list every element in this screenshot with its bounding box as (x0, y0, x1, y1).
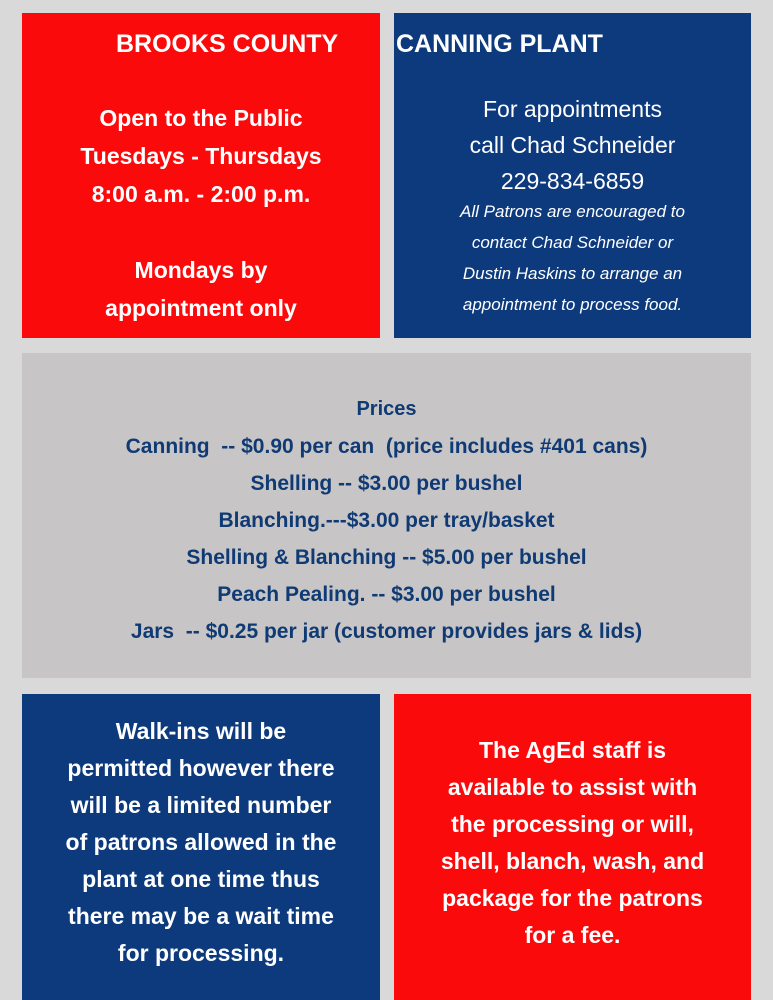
walkins-line: Walk-ins will be (115, 718, 287, 744)
prices-heading: Prices (356, 398, 417, 420)
staff-panel (394, 694, 751, 1000)
price-item: Peach Pealing. -- $3.00 per bushel (217, 583, 556, 606)
price-item: Jars -- $0.25 per jar (customer provides jars & lids) (130, 620, 643, 643)
note-line: Dustin Haskins to arrange an (462, 264, 683, 283)
appt-line-2: call Chad Schneider (469, 132, 676, 158)
walkins-line: permitted however there (67, 755, 335, 781)
note-line: All Patrons are encouraged to (460, 202, 685, 221)
title-right: CANNING PLANT (396, 30, 603, 58)
hours-line-1: Open to the Public (99, 105, 303, 131)
walkins-line: plant at one time thus (82, 866, 320, 892)
appt-phone: 229-834-6859 (500, 168, 645, 194)
staff-line: for a fee. (524, 922, 621, 948)
hours-line-4: Mondays by (134, 257, 268, 283)
walkins-line: of patrons allowed in the (65, 829, 337, 855)
walkins-line: there may be a wait time (68, 903, 334, 929)
hours-line-2: Tuesdays - Thursdays (80, 143, 322, 169)
walkins-line: for processing. (117, 940, 285, 966)
hours-line-5: appointment only (105, 295, 297, 321)
appointments-text (394, 91, 751, 199)
prices-panel (22, 353, 751, 678)
staff-line: available to assist with (447, 774, 698, 800)
hours-line-3: 8:00 a.m. - 2:00 p.m. (91, 181, 311, 207)
price-item: Canning -- $0.90 per can (price includes #401 cans) (125, 435, 648, 458)
note-line: contact Chad Schneider or (471, 233, 674, 252)
staff-text (394, 732, 751, 954)
title-left: BROOKS COUNTY (116, 30, 339, 58)
walkins-line: will be a limited number (70, 792, 332, 818)
appointments-panel (394, 13, 751, 338)
staff-line: shell, blanch, wash, and (440, 848, 705, 874)
prices-list (22, 391, 751, 650)
hours-text (22, 99, 380, 327)
staff-line: The AgEd staff is (479, 737, 666, 763)
staff-line: the processing or will, (451, 811, 694, 837)
appt-line-1: For appointments (483, 96, 662, 122)
appointments-note (394, 196, 751, 320)
walkins-text (22, 713, 380, 972)
note-line: appointment to process food. (462, 295, 683, 314)
price-item: Shelling -- $3.00 per bushel (250, 472, 523, 495)
price-item: Shelling & Blanching -- $5.00 per bushel (186, 546, 587, 569)
hours-panel (22, 13, 380, 338)
walkins-panel (22, 694, 380, 1000)
staff-line: package for the patrons (442, 885, 703, 911)
price-item: Blanching.---$3.00 per tray/basket (218, 509, 555, 532)
